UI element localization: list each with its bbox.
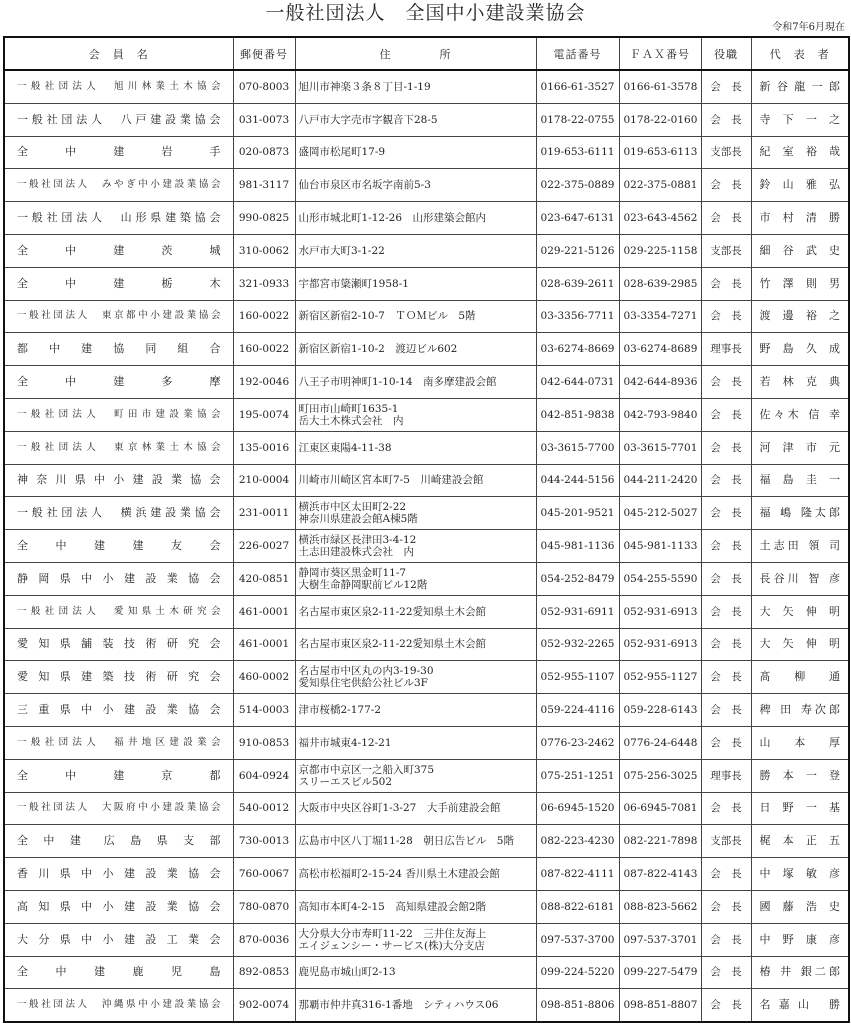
address-cell: [295, 923, 536, 956]
col-header-member: 会 員 名: [4, 37, 233, 70]
table-row: [4, 989, 849, 1022]
fax-cell: 019-653-6113: [619, 136, 701, 169]
representative-cell: 佐々木 信 幸: [751, 398, 849, 431]
tel-cell: 082-223-4230: [536, 825, 619, 858]
fax-cell: 045-212-5027: [619, 497, 701, 530]
member-name-cell: 一般社団法人 山形県建築協会: [4, 202, 233, 235]
role-cell: 会 長: [701, 70, 751, 103]
member-name-cell: 一般社団法人 旭川林業土木協会: [4, 70, 233, 103]
table-row: [4, 431, 849, 464]
representative-cell: 大 矢 伸 明: [751, 595, 849, 628]
role-cell: 会 長: [701, 398, 751, 431]
representative-cell: 福 嶋 隆太郎: [751, 497, 849, 530]
role-cell: 会 長: [701, 595, 751, 628]
address-line: 仙台市泉区市名坂字南前5-3: [298, 179, 431, 192]
member-name-cell: 全 中 建 茨 城: [4, 234, 233, 267]
col-header-address: 住 所: [295, 37, 536, 70]
zip-cell: 730-0013: [233, 825, 295, 858]
address-line: 町田市山崎町1635-1: [298, 402, 399, 415]
fax-cell: 03-3354-7271: [619, 300, 701, 333]
role-cell: 会 長: [701, 694, 751, 727]
address-cell: [295, 890, 536, 923]
table-row: [4, 825, 849, 858]
role-cell: 会 長: [701, 431, 751, 464]
address-cell: [295, 300, 536, 333]
address-cell: [295, 595, 536, 628]
fax-cell: 097-537-3701: [619, 923, 701, 956]
role-cell: 理事長: [701, 759, 751, 792]
fax-cell: 082-221-7898: [619, 825, 701, 858]
tel-cell: 03-3615-7700: [536, 431, 619, 464]
member-name-cell: 都 中 建 協 同 組 合: [4, 333, 233, 366]
fax-cell: 052-955-1127: [619, 661, 701, 694]
role-cell: 会 長: [701, 366, 751, 399]
address-line: 名古屋市東区泉2-11-22愛知県土木会館: [298, 638, 486, 651]
representative-cell: 紀 室 裕 哉: [751, 136, 849, 169]
member-name-cell: 全 中 建 京 都: [4, 759, 233, 792]
address-cell: [295, 694, 536, 727]
fax-cell: 0166-61-3578: [619, 70, 701, 103]
role-cell: 理事長: [701, 333, 751, 366]
role-cell: 支部長: [701, 136, 751, 169]
tel-cell: 087-822-4111: [536, 858, 619, 891]
role-cell: 会 長: [701, 300, 751, 333]
address-line: 新宿区新宿1-10-2 渡辺ビル602: [298, 343, 458, 356]
address-line: 八王子市明神町1-10-14 南多摩建設会館: [298, 376, 497, 389]
tel-cell: 03-3356-7711: [536, 300, 619, 333]
address-cell: [295, 234, 536, 267]
fax-cell: 0178-22-0160: [619, 103, 701, 136]
representative-cell: 稗 田 寿次郎: [751, 694, 849, 727]
tel-cell: 052-932-2265: [536, 628, 619, 661]
col-header-zip: 郵便番号: [233, 37, 295, 70]
tel-cell: 045-201-9521: [536, 497, 619, 530]
tel-cell: 088-822-6181: [536, 890, 619, 923]
address-cell: [295, 661, 536, 694]
fax-cell: 044-211-2420: [619, 464, 701, 497]
representative-cell: 長谷川 智 彦: [751, 562, 849, 595]
representative-cell: 細 谷 武 史: [751, 234, 849, 267]
table-row: [4, 70, 849, 103]
member-name-cell: 全 中 建 岩 手: [4, 136, 233, 169]
tel-cell: 054-252-8479: [536, 562, 619, 595]
table-row: [4, 759, 849, 792]
address-line: 大阪市中央区谷町1-3-27 大手前建設会館: [298, 802, 501, 815]
fax-cell: 088-823-5662: [619, 890, 701, 923]
representative-cell: 髙 柳 通: [751, 661, 849, 694]
tel-cell: 03-6274-8669: [536, 333, 619, 366]
address-cell: [295, 956, 536, 989]
table-row: [4, 661, 849, 694]
table-row: [4, 366, 849, 399]
address-line: 土志田建設株式会社 内: [298, 546, 414, 559]
member-name-cell: 一般社団法人 愛知県土木研究会: [4, 595, 233, 628]
role-cell: 会 長: [701, 890, 751, 923]
table-row: [4, 103, 849, 136]
zip-cell: 460-0002: [233, 661, 295, 694]
address-cell: [295, 530, 536, 563]
representative-cell: 竹 澤 則 男: [751, 267, 849, 300]
address-line: 津市桜橋2-177-2: [298, 704, 381, 717]
table-row: [4, 890, 849, 923]
address-line: 大分県大分市寿町11-22 三井住友海上: [298, 927, 487, 940]
representative-cell: 若 林 克 典: [751, 366, 849, 399]
role-cell: 支部長: [701, 234, 751, 267]
role-cell: 会 長: [701, 628, 751, 661]
zip-cell: 604-0924: [233, 759, 295, 792]
zip-cell: 870-0036: [233, 923, 295, 956]
role-cell: 会 長: [701, 169, 751, 202]
table-row: [4, 234, 849, 267]
representative-cell: 日 野 一 基: [751, 792, 849, 825]
zip-cell: 160-0022: [233, 333, 295, 366]
address-line: 川崎市川崎区宮本町7-5 川崎建設会館: [298, 474, 484, 487]
tel-cell: 0776-23-2462: [536, 726, 619, 759]
member-name-cell: 全 中 建 栃 木: [4, 267, 233, 300]
fax-cell: 099-227-5479: [619, 956, 701, 989]
tel-cell: 022-375-0889: [536, 169, 619, 202]
zip-cell: 195-0074: [233, 398, 295, 431]
zip-cell: 910-0853: [233, 726, 295, 759]
role-cell: 会 長: [701, 956, 751, 989]
table-row: [4, 726, 849, 759]
address-cell: [295, 431, 536, 464]
tel-cell: 099-224-5220: [536, 956, 619, 989]
address-line: エイジェンシー・サービス(株)大分支店: [298, 939, 485, 952]
table-row: [4, 628, 849, 661]
tel-cell: 019-653-6111: [536, 136, 619, 169]
address-cell: [295, 497, 536, 530]
fax-cell: 098-851-8807: [619, 989, 701, 1022]
member-name-cell: 一般社団法人 東京都中小建設業協会: [4, 300, 233, 333]
fax-cell: 042-793-9840: [619, 398, 701, 431]
zip-cell: 892-0853: [233, 956, 295, 989]
zip-cell: 902-0074: [233, 989, 295, 1022]
address-line: 新宿区新宿2-10-7 ＴＯＭビル 5階: [298, 310, 476, 323]
representative-cell: 渡 邊 裕 之: [751, 300, 849, 333]
fax-cell: 075-256-3025: [619, 759, 701, 792]
fax-cell: 03-6274-8689: [619, 333, 701, 366]
address-cell: [295, 398, 536, 431]
zip-cell: 321-0933: [233, 267, 295, 300]
member-name-cell: 神 奈 川 県 中 小 建 設 業 協 会: [4, 464, 233, 497]
zip-cell: 420-0851: [233, 562, 295, 595]
member-name-cell: 一般社団法人 横浜建設業協会: [4, 497, 233, 530]
tel-cell: 0178-22-0755: [536, 103, 619, 136]
role-cell: 会 長: [701, 202, 751, 235]
table-row: [4, 464, 849, 497]
zip-cell: 031-0073: [233, 103, 295, 136]
zip-cell: 760-0067: [233, 858, 295, 891]
member-name-cell: 全 中 建 建 友 会: [4, 530, 233, 563]
zip-cell: 514-0003: [233, 694, 295, 727]
fax-cell: 059-228-6143: [619, 694, 701, 727]
table-row: [4, 956, 849, 989]
fax-cell: 06-6945-7081: [619, 792, 701, 825]
fax-cell: 054-255-5590: [619, 562, 701, 595]
tel-cell: 023-647-6131: [536, 202, 619, 235]
zip-cell: 981-3117: [233, 169, 295, 202]
table-row: [4, 792, 849, 825]
table-row: [4, 202, 849, 235]
role-cell: 会 長: [701, 464, 751, 497]
member-name-cell: 一般社団法人 福井地区建設業会: [4, 726, 233, 759]
fax-cell: 03-3615-7701: [619, 431, 701, 464]
address-line: 江東区東陽4-11-38: [298, 441, 392, 454]
tel-cell: 029-221-5126: [536, 234, 619, 267]
representative-cell: 鈴 山 雅 弘: [751, 169, 849, 202]
tel-cell: 044-244-5156: [536, 464, 619, 497]
tel-cell: 097-537-3700: [536, 923, 619, 956]
role-cell: 会 長: [701, 726, 751, 759]
member-name-cell: 一般社団法人 沖縄県中小建設業協会: [4, 989, 233, 1022]
address-line: 横浜市緑区長津田3-4-12: [298, 534, 417, 547]
col-header-representative: 代 表 者: [751, 37, 849, 70]
fax-cell: 042-644-8936: [619, 366, 701, 399]
member-name-cell: 全 中 建 鹿 児 島: [4, 956, 233, 989]
fax-cell: 087-822-4143: [619, 858, 701, 891]
fax-cell: 052-931-6913: [619, 628, 701, 661]
member-name-cell: 一般社団法人 大阪府中小建設業協会: [4, 792, 233, 825]
representative-cell: 國 藤 浩 史: [751, 890, 849, 923]
col-header-role: 役職: [701, 37, 751, 70]
address-line: スリーエスビル502: [298, 775, 393, 788]
role-cell: 支部長: [701, 825, 751, 858]
address-line: 大樹生命静岡駅前ビル12階: [298, 578, 428, 591]
zip-cell: 461-0001: [233, 595, 295, 628]
table-row: [4, 923, 849, 956]
address-line: 旭川市神楽３条８丁目-1-19: [298, 80, 431, 93]
address-line: 岳大土木株式会社 内: [298, 414, 404, 427]
representative-cell: 中 野 康 彦: [751, 923, 849, 956]
address-line: 山形市城北町1-12-26 山形建築会館内: [298, 212, 486, 225]
zip-cell: 135-0016: [233, 431, 295, 464]
table-row: [4, 858, 849, 891]
col-header-fax: ＦＡＸ番号: [619, 37, 701, 70]
zip-cell: 310-0062: [233, 234, 295, 267]
address-line: 広島市中区八丁堀11-28 朝日広告ビル 5階: [298, 835, 514, 848]
table-row: [4, 398, 849, 431]
address-cell: [295, 333, 536, 366]
fax-cell: 052-931-6913: [619, 595, 701, 628]
member-name-cell: 愛 知 県 舗 装 技 術 研 究 会: [4, 628, 233, 661]
tel-cell: 045-981-1136: [536, 530, 619, 563]
zip-cell: 231-0011: [233, 497, 295, 530]
address-line: 福井市城東4-12-21: [298, 736, 392, 749]
zip-cell: 020-0873: [233, 136, 295, 169]
role-cell: 会 長: [701, 497, 751, 530]
table-row: [4, 333, 849, 366]
tel-cell: 0166-61-3527: [536, 70, 619, 103]
representative-cell: 勝 本 一 登: [751, 759, 849, 792]
member-name-cell: 一般社団法人 町田市建設業協会: [4, 398, 233, 431]
address-cell: [295, 726, 536, 759]
tel-cell: 028-639-2611: [536, 267, 619, 300]
representative-cell: 福 島 圭 一: [751, 464, 849, 497]
role-cell: 会 長: [701, 989, 751, 1022]
address-cell: [295, 792, 536, 825]
zip-cell: 192-0046: [233, 366, 295, 399]
tel-cell: 042-851-9838: [536, 398, 619, 431]
address-line: 宇都宮市簗瀬町1958-1: [298, 277, 409, 290]
representative-cell: 寺 下 一 之: [751, 103, 849, 136]
role-cell: 会 長: [701, 661, 751, 694]
zip-cell: 461-0001: [233, 628, 295, 661]
member-name-cell: 大 分 県 中 小 建 設 工 業 会: [4, 923, 233, 956]
address-line: 鹿児島市城山町2-13: [298, 966, 396, 979]
fax-cell: 0776-24-6448: [619, 726, 701, 759]
table-row: [4, 595, 849, 628]
address-cell: [295, 70, 536, 103]
representative-cell: 大 矢 伸 明: [751, 628, 849, 661]
role-cell: 会 長: [701, 103, 751, 136]
table-row: [4, 694, 849, 727]
representative-cell: 梶 本 正 五: [751, 825, 849, 858]
tel-cell: 06-6945-1520: [536, 792, 619, 825]
table-row: [4, 267, 849, 300]
zip-cell: 210-0004: [233, 464, 295, 497]
address-line: 横浜市中区太田町2-22: [298, 501, 407, 514]
fax-cell: 028-639-2985: [619, 267, 701, 300]
address-cell: [295, 825, 536, 858]
tel-cell: 052-955-1107: [536, 661, 619, 694]
address-cell: [295, 562, 536, 595]
role-cell: 会 長: [701, 923, 751, 956]
address-cell: [295, 267, 536, 300]
address-line: 神奈川県建設会館A棟5階: [298, 513, 418, 526]
role-cell: 会 長: [701, 792, 751, 825]
member-table: [3, 36, 850, 1023]
representative-cell: 野 島 久 成: [751, 333, 849, 366]
address-line: 高松市松福町2-15-24 香川県土木建設会館: [298, 868, 500, 881]
address-line: 愛知県住宅供給公社ビル3F: [298, 677, 428, 690]
role-cell: 会 長: [701, 858, 751, 891]
fax-cell: 022-375-0881: [619, 169, 701, 202]
address-cell: [295, 628, 536, 661]
tel-cell: 042-644-0731: [536, 366, 619, 399]
fax-cell: 045-981-1133: [619, 530, 701, 563]
role-cell: 会 長: [701, 267, 751, 300]
role-cell: 会 長: [701, 562, 751, 595]
address-cell: [295, 989, 536, 1022]
member-name-cell: 一般社団法人 東京林業土木協会: [4, 431, 233, 464]
tel-cell: 052-931-6911: [536, 595, 619, 628]
member-name-cell: 全 中 建 多 摩: [4, 366, 233, 399]
address-line: 八戸市大字売市字観音下28-5: [298, 113, 438, 126]
member-name-cell: 一般社団法人 八戸建設業協会: [4, 103, 233, 136]
address-cell: [295, 169, 536, 202]
address-line: 名古屋市中区丸の内3-19-30: [298, 665, 434, 678]
role-cell: 会 長: [701, 530, 751, 563]
address-cell: [295, 136, 536, 169]
member-name-cell: 一般社団法人 みやぎ中小建設業協会: [4, 169, 233, 202]
representative-cell: 新 谷 龍 一 郎: [751, 70, 849, 103]
address-line: 名古屋市東区泉2-11-22愛知県土木会館: [298, 605, 486, 618]
tel-cell: 098-851-8806: [536, 989, 619, 1022]
member-name-cell: 全 中 建 広 島 県 支 部: [4, 825, 233, 858]
address-line: 水戸市大町3-1-22: [298, 244, 385, 257]
member-name-cell: 香 川 県 中 小 建 設 業 協 会: [4, 858, 233, 891]
member-name-cell: 三 重 県 中 小 建 設 業 協 会: [4, 694, 233, 727]
as-of-date: 令和7年6月現在: [772, 22, 845, 33]
member-name-cell: 静 岡 県 中 小 建 設 業 協 会: [4, 562, 233, 595]
table-row: [4, 497, 849, 530]
table-row: [4, 530, 849, 563]
address-line: 静岡市葵区黒金町11-7: [298, 566, 407, 579]
address-cell: [295, 103, 536, 136]
zip-cell: 070-8003: [233, 70, 295, 103]
col-header-tel: 電話番号: [536, 37, 619, 70]
tel-cell: 075-251-1251: [536, 759, 619, 792]
table-row: [4, 169, 849, 202]
address-cell: [295, 464, 536, 497]
address-cell: [295, 858, 536, 891]
fax-cell: 029-225-1158: [619, 234, 701, 267]
address-line: 京都市中京区一之船入町375: [298, 763, 435, 776]
representative-cell: 中 塚 敏 彦: [751, 858, 849, 891]
address-cell: [295, 202, 536, 235]
zip-cell: 160-0022: [233, 300, 295, 333]
member-name-cell: 愛 知 県 建 築 技 術 研 究 会: [4, 661, 233, 694]
member-name-cell: 高 知 県 中 小 建 設 業 協 会: [4, 890, 233, 923]
table-row: [4, 136, 849, 169]
representative-cell: 土志田 領 司: [751, 530, 849, 563]
address-line: 盛岡市松尾町17-9: [298, 146, 386, 159]
page-title: 一般社団法人 全国中小建設業協会: [265, 2, 586, 24]
zip-cell: 990-0825: [233, 202, 295, 235]
zip-cell: 780-0870: [233, 890, 295, 923]
address-cell: [295, 759, 536, 792]
zip-cell: 540-0012: [233, 792, 295, 825]
address-line: 高知市本町4-2-15 高知県建設会館2階: [298, 900, 486, 913]
table-row: [4, 300, 849, 333]
zip-cell: 226-0027: [233, 530, 295, 563]
representative-cell: 山 本 厚: [751, 726, 849, 759]
tel-cell: 059-224-4116: [536, 694, 619, 727]
address-line: 那覇市仲井真316-1番地 シティハウス06: [298, 999, 499, 1012]
representative-cell: 河 津 市 元: [751, 431, 849, 464]
representative-cell: 椿 井 銀二郎: [751, 956, 849, 989]
table-header-row: [4, 37, 849, 70]
address-cell: [295, 366, 536, 399]
table-row: [4, 562, 849, 595]
representative-cell: 市 村 清 勝: [751, 202, 849, 235]
fax-cell: 023-643-4562: [619, 202, 701, 235]
representative-cell: 名嘉山 勝: [751, 989, 849, 1022]
